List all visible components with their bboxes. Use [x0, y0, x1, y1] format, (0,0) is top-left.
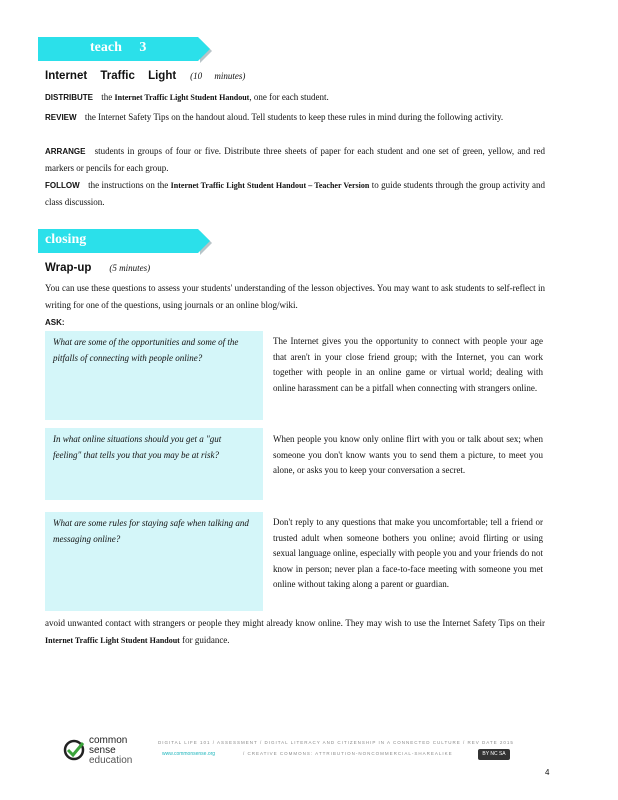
ask-label: ASK:: [45, 318, 65, 327]
checkmark-logo-icon: [63, 739, 87, 763]
teach-banner-label: teach 3: [90, 40, 147, 55]
footer-line-2: / CREATIVE COMMONS: ATTRIBUTION-NONCOMMERCIAL-SHAREALIKE: [243, 751, 453, 756]
teach-item-review: REVIEW the Internet Safety Tips on the handout aloud. Tell students to keep these rules in mind during the following activity.: [45, 112, 504, 122]
teach-duration: (10 minutes): [190, 71, 246, 81]
closing-banner: [38, 229, 198, 253]
teach-banner: [38, 37, 198, 61]
teach-item-distribute: DISTRIBUTE the Internet Traffic Light Student Handout, one for each student.: [45, 92, 329, 102]
footer-line-1: DIGITAL LIFE 101 / ASSESSMENT / DIGITAL LITERACY AND CITIZENSHIP IN A CONNECTED CULTURE / REV DATE 2015: [158, 740, 514, 745]
closing-intro: You can use these questions to assess your students' understanding of the lesson objectives. You may want to ask students to self-reflect in writing for one of the questions, using journals or an online blog/wiki.: [45, 283, 545, 310]
teach-heading: Internet Traffic Light (10 minutes): [45, 70, 246, 82]
teach-item-follow: FOLLOW the instructions on the Internet Traffic Light Student Handout – Teacher Version to guide students through the group activity and class discussion.: [45, 180, 546, 207]
creative-commons-badge: BY NC SA: [478, 749, 510, 760]
logo-text-common: common: [89, 735, 128, 746]
closing-heading: Wrap-up (5 minutes): [45, 262, 151, 274]
logo-text-education: education: [89, 755, 133, 766]
answer-3: Don't reply to any questions that make you uncomfortable; tell a friend or trusted adult when someone bothers you online; avoid flirting or using sexual language online, especially with people you and your friends do not know in person; never plan a face-to-face meeting with someone you met online without taking along a parent or guardian.: [273, 517, 543, 589]
question-3: What are some rules for staying safe when talking and messaging online?: [53, 518, 249, 544]
logo-text-sense: sense: [89, 745, 116, 756]
footer-url[interactable]: www.commonsense.org: [162, 751, 216, 757]
page-number: 4: [545, 768, 550, 777]
question-2: In what online situations should you get a "gut feeling" that tells you that you may be at risk?: [53, 434, 222, 460]
closing-note: avoid unwanted contact with strangers or people they might already know online. They may wish to use the Internet Safety Tips on their Internet Traffic Light Student Handout for guidance.: [45, 618, 545, 645]
answer-2: When people you know only online flirt with you or talk about sex; when someone you don't know wants you to send them a picture, to meet you alone, or asks you to keep your conversation a secret.: [273, 434, 543, 475]
closing-duration: (5 minutes): [109, 263, 151, 273]
answer-1: The Internet gives you the opportunity to connect with people your age that aren't in your close friend group; with the Internet, you can work together with people in an online game or virtual world; dealing with online harassment can be a pitfall when connecting with strangers online.: [273, 336, 543, 393]
question-1: What are some of the opportunities and some of the pitfalls of connecting with people online?: [53, 337, 239, 363]
teach-item-arrange: ARRANGE students in groups of four or five. Distribute three sheets of paper for each student and one set of green, yellow, and red markers or pencils for each group.: [45, 146, 545, 173]
closing-banner-label: closing: [45, 232, 87, 247]
